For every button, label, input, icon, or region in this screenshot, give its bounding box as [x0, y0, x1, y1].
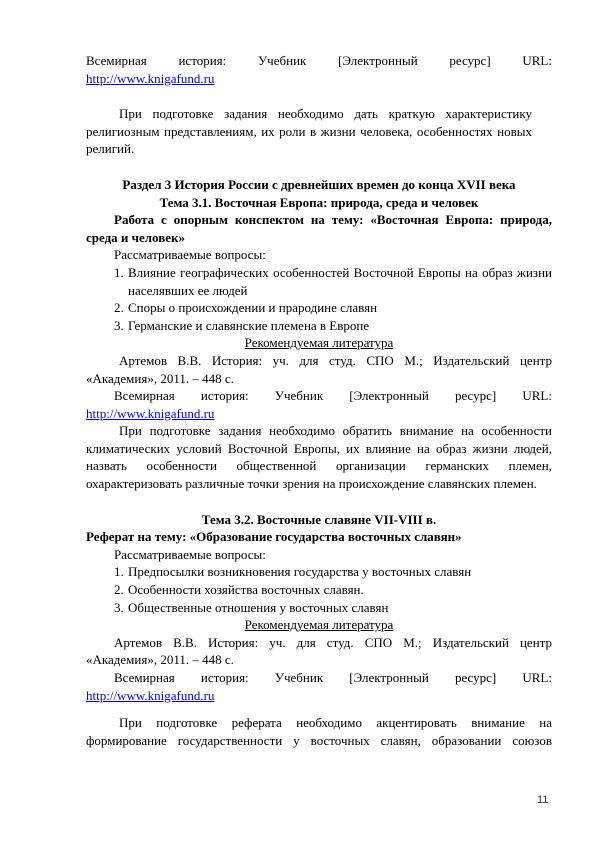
reference-link[interactable]: http://www.knigafund.ru	[86, 70, 215, 86]
literature-link[interactable]: http://www.knigafund.ru	[86, 687, 215, 703]
question-item: 2. Особенности хозяйства восточных славян.	[114, 582, 364, 598]
question-item: 1. Предпосылки возникновения государства у восточных славян	[114, 564, 472, 580]
questions-label: Рассматриваемые вопросы:	[114, 546, 266, 562]
question-item: 2. Споры о происхождении и прародине славян	[114, 300, 378, 316]
question-item: 3. Германские и славянские племена в Европе	[114, 317, 370, 333]
question-item: 3. Общественные отношения у восточных славян	[114, 599, 389, 615]
work-title: Реферат на тему: «Образование государства восточных славян»	[86, 529, 462, 545]
literature-label: Рекомендуемая литература	[244, 617, 394, 633]
task-paragraph: При подготовке задания необходимо дать краткую характеристику религиозным представлениям, их роли в жизни человека, особенностях новых религий.	[86, 106, 532, 157]
literature-item: Всемирная история: Учебник [Электронный ресурс] URL:	[114, 670, 552, 685]
question-item: 1. Влияние географических особенностей Восточной Европы на образ жизни населявших ее людей	[114, 264, 552, 298]
topic-title: Тема 3.2. Восточные славяне VII-VIII в.	[201, 511, 437, 527]
reference-text: Всемирная история: Учебник [Электронный ресурс] URL:	[86, 53, 552, 68]
task-paragraph: При подготовке задания необходимо обратить внимание на особенности климатических условий Восточной Европы, их влияние на образ жизни людей, назвать особенности общественной организации германских племен, охарактеризовать различные точки зрения на происхождение славянских племен.	[86, 423, 552, 492]
topic-title: Тема 3.1. Восточная Европа: природа, среда и человек	[159, 194, 479, 210]
work-title: Работа с опорным конспектом на тему: «Восточная Европа: природа, среда и человек»	[86, 212, 552, 245]
questions-list	[86, 264, 552, 334]
section-title: Раздел 3 История России с древнейших времен до конца XVII века	[122, 176, 516, 192]
literature-item: Всемирная история: Учебник [Электронный ресурс] URL:	[114, 388, 552, 404]
literature-item: Артемов В.В. История: уч. для студ. СПО М.; Издательский центр «Академия», 2011. – 448 с.	[86, 352, 552, 386]
page-number: 11	[537, 794, 549, 806]
questions-label: Рассматриваемые вопросы:	[114, 247, 266, 263]
literature-label: Рекомендуемая литература	[244, 335, 394, 351]
task-paragraph: При подготовке реферата необходимо акцентировать внимание на формирование государственности у восточных славян, образовании союзов	[86, 715, 552, 748]
questions-list	[86, 563, 552, 616]
document-page	[86, 52, 552, 749]
literature-item: Артемов В.В. История: уч. для студ. СПО М.; Издательский центр «Академия», 2011. – 448 с.	[86, 634, 552, 668]
literature-link[interactable]: http://www.knigafund.ru	[86, 405, 215, 421]
